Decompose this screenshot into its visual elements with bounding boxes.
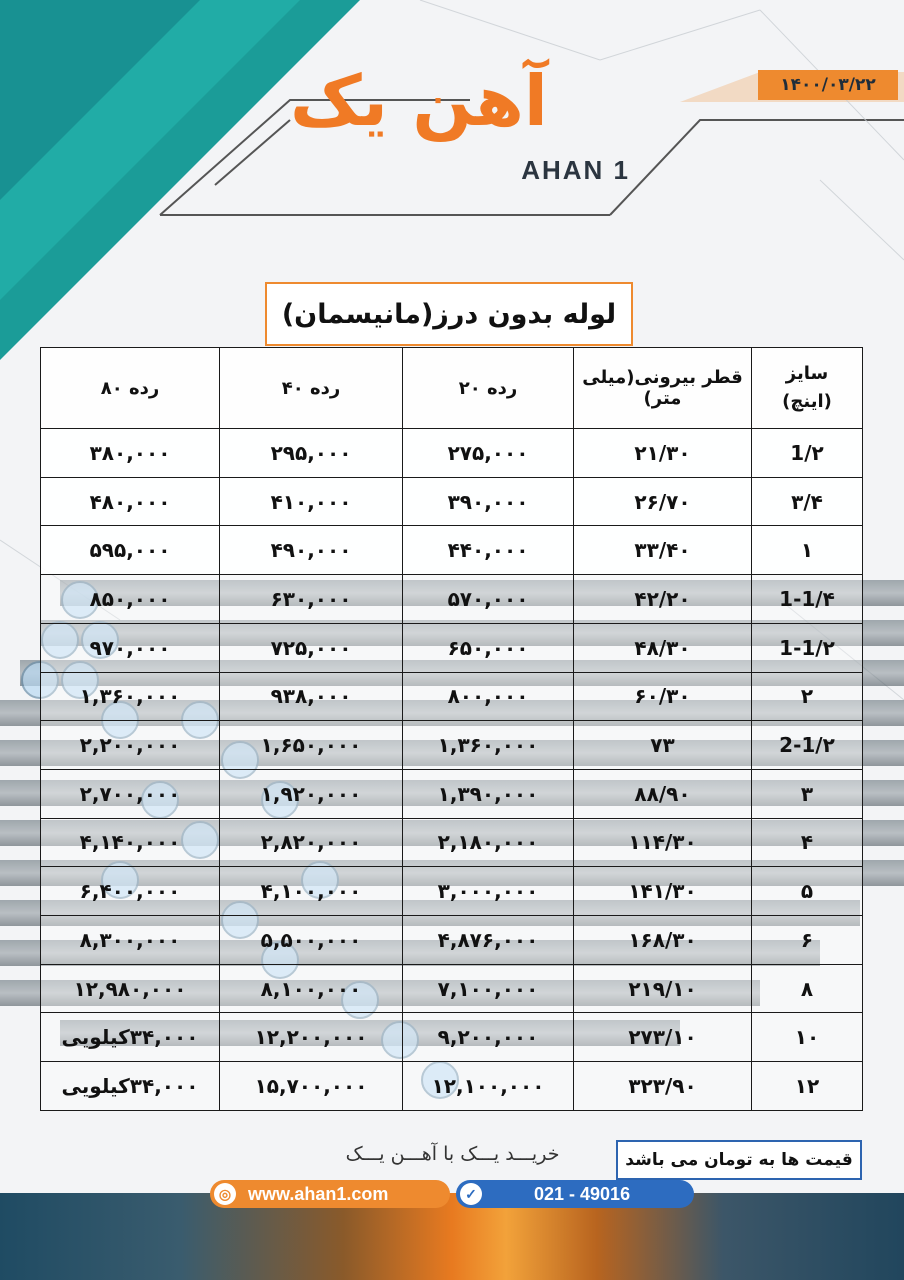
cell-od: ۱۶۸/۳۰ [574,916,752,965]
cell-od: ۱۴۱/۳۰ [574,867,752,916]
page-title: لوله بدون درز(مانیسمان) [265,282,633,346]
website-text: www.ahan1.com [248,1183,389,1204]
cell-sch40: ۹۳۸,۰۰۰ [220,672,403,721]
cell-sch40: ۴,۱۰۰,۰۰۰ [220,867,403,916]
table-row [41,818,863,867]
cell-sch40: ۱۵,۷۰۰,۰۰۰ [220,1062,403,1111]
cell-od: ۴۸/۳۰ [574,623,752,672]
cell-sch40: ۴۱۰,۰۰۰ [220,477,403,526]
cell-sch80: ۸۵۰,۰۰۰ [41,575,220,624]
website-link[interactable] [210,1180,450,1208]
date-badge: ۱۴۰۰/۰۳/۲۲ [758,70,898,100]
cell-sch40: ۵,۵۰۰,۰۰۰ [220,916,403,965]
cell-sch40: ۱,۶۵۰,۰۰۰ [220,721,403,770]
cell-sch80: ۹۷۰,۰۰۰ [41,623,220,672]
table-row [41,867,863,916]
cell-sch20: ۱,۳۹۰,۰۰۰ [403,769,574,818]
cell-sch20: ۲,۱۸۰,۰۰۰ [403,818,574,867]
cell-sch20: ۴۴۰,۰۰۰ [403,526,574,575]
cell-od: ۴۲/۲۰ [574,575,752,624]
price-table [40,347,863,1111]
header-outer-diameter: قطر بیرونی(میلی متر) [574,348,752,429]
cell-size: 1-1/۲ [752,623,863,672]
header-sch20: رده ۲۰ [403,348,574,429]
table-row [41,672,863,721]
cell-size: ۸ [752,964,863,1013]
cell-sch80: ۳۴,۰۰۰کیلویی [41,1062,220,1111]
cell-sch20: ۹,۲۰۰,۰۰۰ [403,1013,574,1062]
cell-od: ۸۸/۹۰ [574,769,752,818]
cell-od: ۳۲۳/۹۰ [574,1062,752,1111]
phone-link[interactable] [456,1180,694,1208]
cell-sch40: ۸,۱۰۰,۰۰۰ [220,964,403,1013]
cell-sch80: ۱,۳۶۰,۰۰۰ [41,672,220,721]
table-row [41,477,863,526]
cell-size: 2-1/۲ [752,721,863,770]
cell-sch40: ۶۳۰,۰۰۰ [220,575,403,624]
cell-sch80: ۲,۲۰۰,۰۰۰ [41,721,220,770]
phone-check-icon: ✓ [460,1183,482,1205]
table-row [41,1013,863,1062]
cell-od: ۶۰/۳۰ [574,672,752,721]
cell-sch20: ۷,۱۰۰,۰۰۰ [403,964,574,1013]
cell-sch20: ۳۹۰,۰۰۰ [403,477,574,526]
cell-sch80: ۸,۳۰۰,۰۰۰ [41,916,220,965]
cell-size: ۴ [752,818,863,867]
header-sch40: رده ۴۰ [220,348,403,429]
contact-bar [210,1180,694,1208]
cell-size: ۵ [752,867,863,916]
logo-text-fa: آهن یک [290,60,548,142]
cell-sch20: ۱۲,۱۰۰,۰۰۰ [403,1062,574,1111]
table-row [41,526,863,575]
cell-sch80: ۳۴,۰۰۰کیلویی [41,1013,220,1062]
cell-sch40: ۱,۹۲۰,۰۰۰ [220,769,403,818]
cell-sch80: ۴۸۰,۰۰۰ [41,477,220,526]
cell-sch80: ۶,۴۰۰,۰۰۰ [41,867,220,916]
cell-sch80: ۳۸۰,۰۰۰ [41,429,220,478]
cell-size: ۳/۴ [752,477,863,526]
cell-od: ۲۷۳/۱۰ [574,1013,752,1062]
cell-sch40: ۲۹۵,۰۰۰ [220,429,403,478]
table-row [41,721,863,770]
phone-text: 021 - 49016 [534,1183,631,1204]
cell-sch20: ۸۰۰,۰۰۰ [403,672,574,721]
cell-sch20: ۶۵۰,۰۰۰ [403,623,574,672]
table-row [41,964,863,1013]
cell-sch40: ۱۲,۲۰۰,۰۰۰ [220,1013,403,1062]
cell-od: ۳۳/۴۰ [574,526,752,575]
header-size-line1: سایز [785,363,829,384]
header-size [752,348,863,429]
table-row [41,769,863,818]
slogan: خریـــد یـــک با آهـــن یـــک [345,1143,560,1165]
cell-size: ۱۲ [752,1062,863,1111]
cell-size: 1/۲ [752,429,863,478]
cell-od: ۲۱۹/۱۰ [574,964,752,1013]
cell-sch20: ۳,۰۰۰,۰۰۰ [403,867,574,916]
brand-logo [290,52,630,192]
cell-od: ۲۶/۷۰ [574,477,752,526]
cell-od: ۲۱/۳۰ [574,429,752,478]
cell-sch40: ۷۲۵,۰۰۰ [220,623,403,672]
cell-sch20: ۲۷۵,۰۰۰ [403,429,574,478]
cell-sch20: ۱,۳۶۰,۰۰۰ [403,721,574,770]
cell-sch80: ۵۹۵,۰۰۰ [41,526,220,575]
cell-sch20: ۵۷۰,۰۰۰ [403,575,574,624]
cell-sch40: ۴۹۰,۰۰۰ [220,526,403,575]
cell-size: ۱۰ [752,1013,863,1062]
globe-icon: ◎ [214,1183,236,1205]
cell-size: ۱ [752,526,863,575]
cell-size: ۳ [752,769,863,818]
price-currency-note: قیمت ها به تومان می باشد [616,1140,862,1180]
table-row [41,623,863,672]
cell-size: ۶ [752,916,863,965]
cell-od: ۱۱۴/۳۰ [574,818,752,867]
cell-size: ۲ [752,672,863,721]
cell-sch80: ۲,۷۰۰,۰۰۰ [41,769,220,818]
header-size-line2: (اینچ) [782,391,832,412]
cell-sch80: ۱۲,۹۸۰,۰۰۰ [41,964,220,1013]
logo-text-en: AHAN 1 [521,155,630,185]
table-row [41,916,863,965]
cell-sch40: ۲,۸۲۰,۰۰۰ [220,818,403,867]
cell-size: 1-1/۴ [752,575,863,624]
table-row [41,429,863,478]
cell-sch20: ۴,۸۷۶,۰۰۰ [403,916,574,965]
header-sch80: رده ۸۰ [41,348,220,429]
cell-od: ۷۳ [574,721,752,770]
table-row [41,1062,863,1111]
table-header-row [41,348,863,429]
cell-sch80: ۴,۱۴۰,۰۰۰ [41,818,220,867]
table-row [41,575,863,624]
